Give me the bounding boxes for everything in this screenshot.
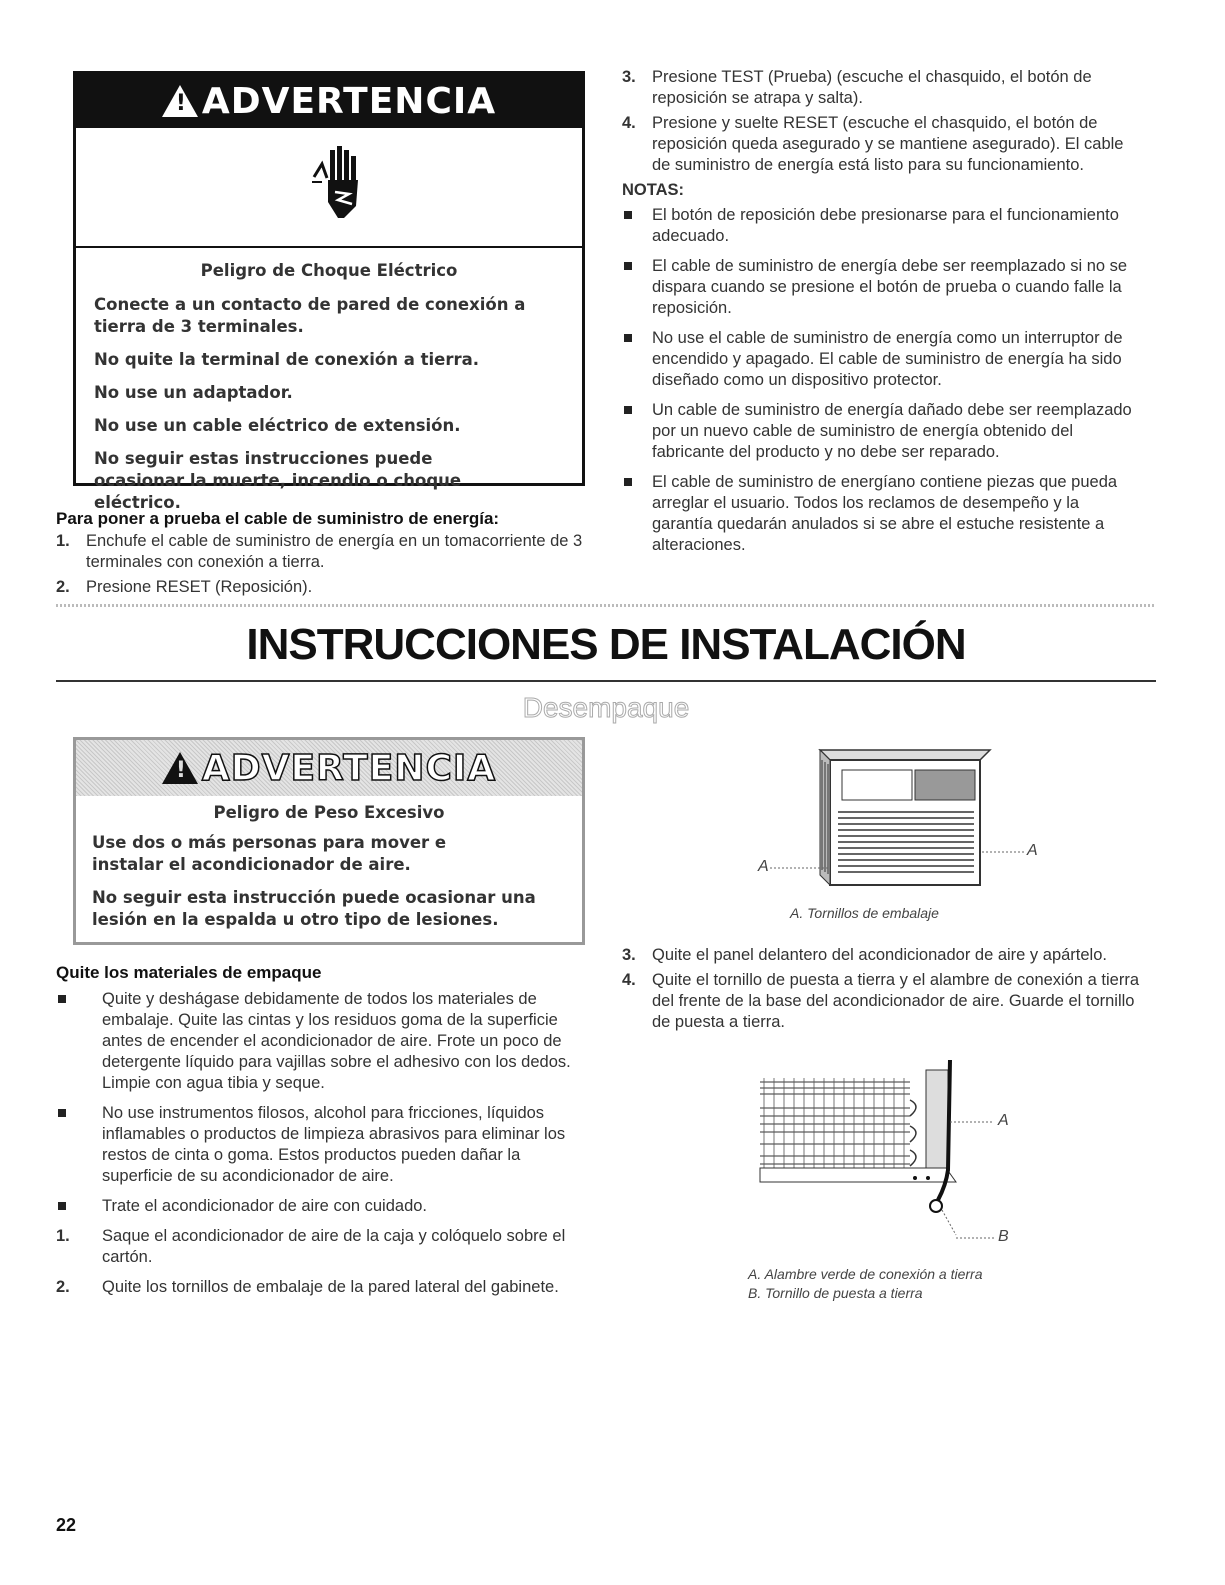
step-item	[56, 1277, 586, 1298]
test-section-left	[56, 508, 586, 607]
notes-label: NOTAS:	[622, 181, 685, 199]
note-item	[622, 205, 1142, 247]
step-text: Presione y suelte RESET (escuche el chasquido, el botón de reposición queda asegurado y se mantiene asegurado). El cable de suministro de energía está listo para su funcionamiento.	[652, 114, 1124, 174]
warning-triangle-icon	[162, 752, 198, 784]
step-number: 1.	[56, 1227, 70, 1245]
step-text: Quite los tornillos de embalaje de la pared lateral del gabinete.	[102, 1278, 559, 1296]
bullet-icon	[624, 406, 632, 414]
step-item	[622, 970, 1142, 1033]
packing-heading: Quite los materiales de empaque	[56, 963, 322, 982]
warning-box-electric	[73, 71, 585, 512]
step-number: 4.	[622, 971, 636, 989]
step-number: 1.	[56, 532, 70, 550]
warning-line: No use un cable eléctrico de extensión.	[94, 416, 461, 435]
step-number: 3.	[622, 68, 636, 86]
step-item	[622, 113, 1142, 176]
packing-section-right	[622, 945, 1142, 1042]
note-text: Un cable de suministro de energía dañado debe ser reemplazado por un nuevo cable de suministro de energía obtenido del fabricante del producto y no debe ser reparado.	[652, 401, 1132, 461]
warning-header	[76, 74, 582, 128]
note-text: No use el cable de suministro de energía como un interruptor de encendido y apagado. El cable de suministro de energía ha sido diseñado como un dispositivo protector.	[652, 329, 1123, 389]
warning-title: ADVERTENCIA	[201, 747, 497, 789]
warning-line: No quite la terminal de conexión a tierra.	[94, 350, 480, 369]
warning-line: No seguir esta instrucción puede ocasionar una lesión en la espalda u otro tipo de lesiones.	[92, 888, 536, 929]
step-item	[56, 577, 586, 598]
warning-header	[76, 740, 582, 796]
bullet-icon	[58, 1202, 66, 1210]
step-number: 3.	[622, 946, 636, 964]
warning-body	[76, 796, 582, 931]
bullet-item	[56, 1196, 586, 1217]
bullet-icon	[58, 995, 66, 1003]
bullet-text: No use instrumentos filosos, alcohol para fricciones, líquidos inflamables o productos de limpieza abrasivos para eliminar los restos de cinta o goma. Estos productos pueden dañar la superficie de su acondicionador de aire.	[102, 1104, 566, 1185]
warning-line: Conecte a un contacto de pared de conexión a tierra de 3 terminales.	[94, 295, 526, 336]
step-item	[622, 945, 1142, 966]
warning-line: No seguir estas instrucciones puede ocasionar la muerte, incendio o choque eléctrico.	[94, 449, 462, 512]
warning-title: ADVERTENCIA	[201, 80, 497, 122]
step-number: 2.	[56, 578, 70, 596]
bullet-item	[56, 1103, 586, 1187]
electric-hand-icon	[76, 128, 582, 248]
note-text: El cable de suministro de energíano contiene piezas que pueda arreglar el usuario. Todos los reclamos de desempeño y la garantía quedarán anulados si se abre el estuche resistente a alteraciones.	[652, 473, 1118, 554]
warning-line: No use un adaptador.	[94, 383, 293, 402]
step-item	[56, 1226, 586, 1268]
step-text: Quite el tornillo de puesta a tierra y el alambre de conexión a tierra del frente de la base del acondicionador de aire. Guarde el tornillo de puesta a tierra.	[652, 971, 1140, 1031]
hazard-title: Peligro de Choque Eléctrico	[200, 261, 458, 280]
bullet-text: Trate el acondicionador de aire con cuidado.	[102, 1197, 428, 1215]
figure-label-a: A	[758, 858, 769, 875]
section-divider	[56, 604, 1156, 607]
figure-label-a: A	[1027, 842, 1038, 859]
bullet-icon	[624, 478, 632, 486]
note-item	[622, 256, 1142, 319]
bullet-icon	[624, 334, 632, 342]
bullet-text: Quite y deshágase debidamente de todos los materiales de embalaje. Quite las cintas y los residuos goma de la superficie antes de encender el acondicionador de aire. Frote un poco de detergente líquido para vajillas sobre el adhesivo con los dedos. Limpie con agua tibia y seque.	[102, 990, 571, 1092]
note-text: El botón de reposición debe presionarse para el funcionamiento adecuado.	[652, 206, 1119, 245]
warning-box-weight	[73, 737, 585, 945]
note-text: El cable de suministro de energía debe ser reemplazado si no se dispara cuando se presione el botón de prueba o cuando falle la reposición.	[652, 257, 1128, 317]
caption-line: B. Tornillo de puesta a tierra	[748, 1285, 923, 1301]
step-text: Quite el panel delantero del acondicionador de aire y apártelo.	[652, 946, 1107, 964]
test-section-right	[622, 67, 1142, 565]
bullet-icon	[624, 262, 632, 270]
step-item	[622, 67, 1142, 109]
title-rule	[56, 680, 1156, 682]
air-conditioner-figure	[740, 740, 1040, 900]
figure-caption	[748, 1265, 1148, 1303]
figure-caption: A. Tornillos de embalaje	[790, 905, 939, 921]
note-item	[622, 472, 1142, 556]
step-text: Presione RESET (Reposición).	[86, 578, 313, 596]
bullet-icon	[58, 1109, 66, 1117]
main-title: INSTRUCCIONES DE INSTALACIÓN	[246, 620, 966, 669]
step-item	[56, 531, 586, 573]
warning-triangle-icon	[162, 85, 198, 117]
bullet-item	[56, 989, 586, 1094]
step-text: Enchufe el cable de suministro de energía en un tomacorriente de 3 terminales con conexión a tierra.	[86, 532, 583, 571]
step-text: Presione TEST (Prueba) (escuche el chasquido, el botón de reposición se atrapa y salta).	[652, 68, 1092, 107]
subtitle: Desempaque	[522, 692, 690, 723]
bullet-icon	[624, 211, 632, 219]
caption-line: A. Alambre verde de conexión a tierra	[748, 1266, 983, 1282]
figure-label-b: B	[998, 1228, 1009, 1245]
figure-label-a: A	[998, 1112, 1009, 1129]
note-item	[622, 328, 1142, 391]
ground-wire-figure	[750, 1060, 1040, 1255]
step-number: 2.	[56, 1278, 70, 1296]
note-item	[622, 400, 1142, 463]
step-number: 4.	[622, 114, 636, 132]
warning-body	[76, 248, 582, 514]
test-heading: Para poner a prueba el cable de suministro de energía:	[56, 509, 500, 528]
warning-line: Use dos o más personas para mover e instalar el acondicionador de aire.	[92, 833, 447, 874]
packing-section-left	[56, 962, 586, 1307]
page-number: 22	[56, 1515, 77, 1535]
hazard-title: Peligro de Peso Excesivo	[213, 803, 445, 822]
step-text: Saque el acondicionador de aire de la caja y colóquelo sobre el cartón.	[102, 1227, 566, 1266]
